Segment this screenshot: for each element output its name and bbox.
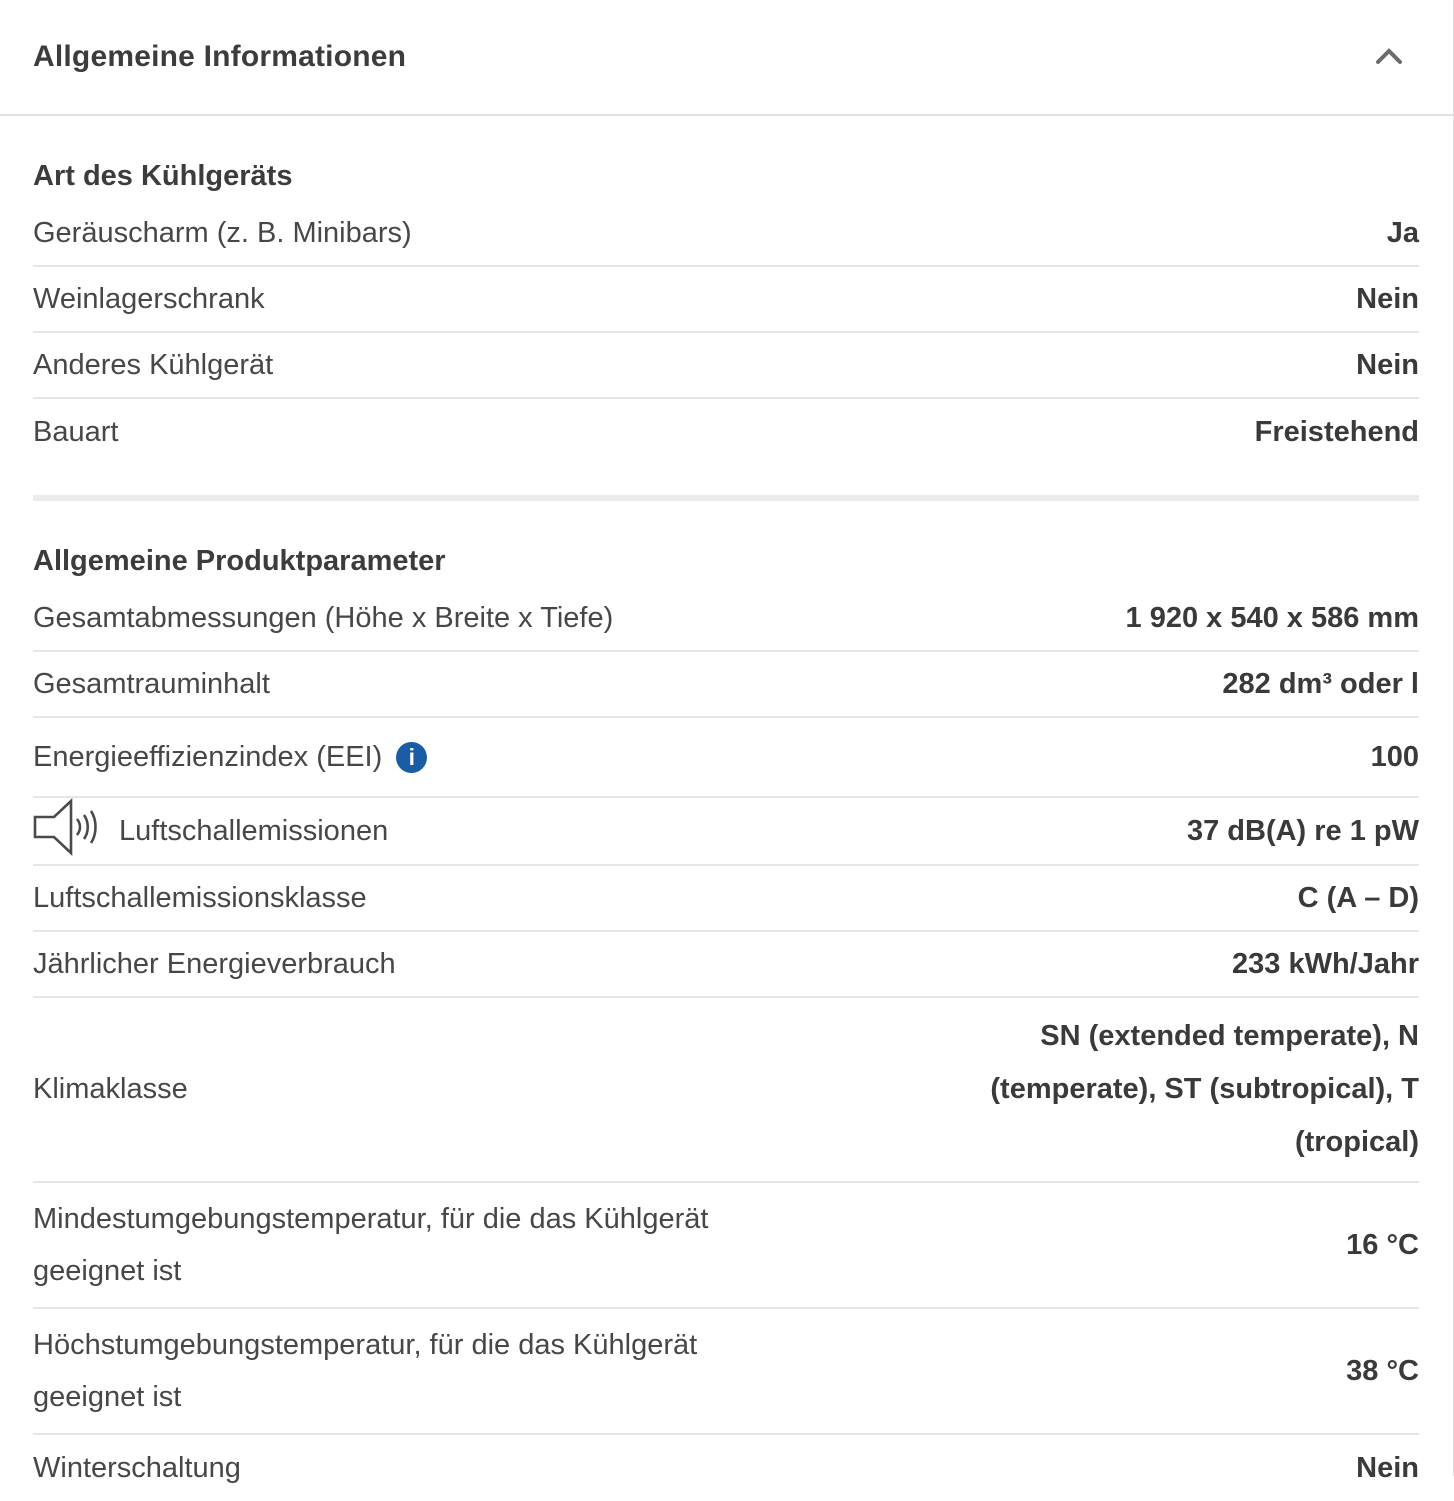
section-divider: [33, 495, 1419, 501]
spec-value: 282 dm³ oder l: [1222, 667, 1419, 700]
spec-value: 100: [1370, 740, 1419, 773]
section-title: Allgemeine Informationen: [33, 40, 407, 73]
spec-label-text: Energieeffizienzindex (EEI): [33, 740, 383, 773]
spec-row: [33, 718, 1419, 798]
spec-value: Freistehend: [1254, 415, 1419, 448]
info-icon[interactable]: i: [396, 742, 427, 773]
spec-label: Klimaklasse: [33, 1073, 188, 1105]
spec-value: 37 dB(A) re 1 pW: [1186, 814, 1419, 847]
accordion-header-allgemeine-informationen[interactable]: [0, 0, 1453, 116]
spec-label: [33, 798, 388, 864]
spec-label: Geräuscharm (z. B. Minibars): [33, 216, 412, 249]
spec-row: [33, 267, 1419, 333]
spec-value: Nein: [1356, 348, 1419, 381]
spec-row: [33, 399, 1419, 465]
spec-label: Winterschaltung: [33, 1451, 241, 1484]
spec-value: 1 920 x 540 x 586 mm: [1125, 601, 1419, 634]
spec-label: [33, 741, 427, 774]
spec-label: Anderes Kühlgerät: [33, 348, 274, 381]
spec-row: [33, 1435, 1419, 1501]
spec-label: Höchstumgebungstemperatur, für die das Kühlgerät geeignet ist: [33, 1329, 698, 1413]
spec-row: [33, 798, 1419, 866]
spec-value: Nein: [1356, 282, 1419, 315]
spec-row: [33, 866, 1419, 932]
chevron-up-icon[interactable]: [1375, 47, 1403, 67]
spec-value: Ja: [1386, 216, 1419, 249]
spec-value: 233 kWh/Jahr: [1232, 947, 1419, 980]
spec-row: [33, 652, 1419, 718]
spec-value: C (A – D): [1297, 881, 1419, 914]
spec-label: Bauart: [33, 415, 119, 448]
spec-row: [33, 201, 1419, 267]
spec-row: [33, 333, 1419, 399]
section-heading-allgemeine-produktparameter: Allgemeine Produktparameter: [33, 545, 446, 577]
spec-value: 16 °C: [1346, 1228, 1419, 1261]
spec-value: Nein: [1356, 1451, 1419, 1484]
spec-label: Luftschallemissionsklasse: [33, 881, 367, 914]
spec-label: Gesamtrauminhalt: [33, 667, 270, 700]
speaker-icon: [33, 798, 99, 864]
spec-label: Jährlicher Energieverbrauch: [33, 947, 396, 980]
spec-content: [0, 160, 1453, 1501]
spec-row: [33, 586, 1419, 652]
spec-row: [33, 1309, 1419, 1435]
spec-label: Mindestumgebungstemperatur, für die das Kühlgerät geeignet ist: [33, 1203, 709, 1287]
spec-row: [33, 1183, 1419, 1309]
spec-row: [33, 998, 1419, 1183]
spec-label-text: Luftschallemissionen: [119, 814, 389, 847]
spec-row: [33, 932, 1419, 998]
spec-label: Weinlagerschrank: [33, 282, 265, 315]
spec-value: 38 °C: [1346, 1354, 1419, 1387]
section-heading-art-des-kuehlgeraets: Art des Kühlgeräts: [33, 160, 293, 192]
spec-label: Gesamtabmessungen (Höhe x Breite x Tiefe): [33, 601, 614, 634]
spec-value: SN (extended temperate), N (temperate), ST (subtropical), T (tropical): [990, 1020, 1419, 1158]
